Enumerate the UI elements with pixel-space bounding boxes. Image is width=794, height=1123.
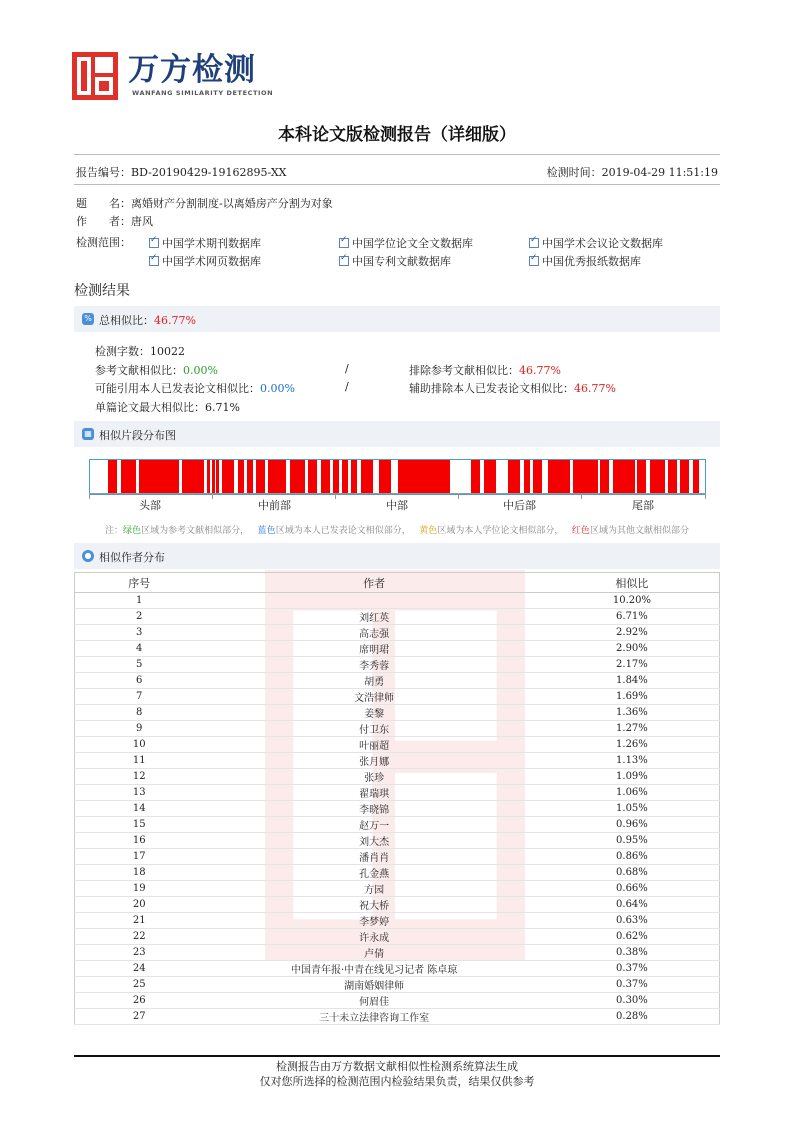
cell-index: 23 (75, 945, 204, 961)
col-header-author: 作者 (203, 573, 544, 593)
axis-label-tail: 尾部 (632, 499, 654, 512)
cell-index: 11 (75, 753, 204, 769)
similar-segment (613, 460, 635, 494)
cell-author: 孔金燕 (203, 865, 544, 881)
axis-tick (89, 493, 90, 499)
table-row (75, 817, 720, 833)
axis-tick (335, 493, 336, 499)
similar-segment (108, 460, 117, 494)
cell-author: 方园 (203, 881, 544, 897)
cell-author: 卢倩 (203, 945, 544, 961)
table-header-row (75, 573, 720, 593)
checkbox-checked-icon (529, 238, 539, 248)
cell-author: 翟瑞琪 (203, 785, 544, 801)
cell-ratio: 0.64% (545, 897, 720, 913)
results-heading: 检测结果 (74, 283, 130, 299)
cell-index: 12 (75, 769, 204, 785)
distribution-heading: 相似片段分布图 (99, 429, 176, 442)
paper-title-row (76, 195, 333, 211)
cell-author: 姜黎 (203, 705, 544, 721)
table-row (75, 625, 720, 641)
table-row (75, 945, 720, 961)
cell-ratio: 1.06% (545, 785, 720, 801)
cell-author: 张珍 (203, 769, 544, 785)
cell-ratio: 0.37% (545, 961, 720, 977)
cell-index: 22 (75, 929, 204, 945)
cell-index: 2 (75, 609, 204, 625)
col-header-ratio: 相似比 (545, 573, 720, 593)
similar-segment (471, 460, 480, 494)
cell-ratio: 0.95% (545, 833, 720, 849)
distribution-axis (89, 493, 706, 494)
similar-segment (351, 460, 357, 494)
cell-index: 24 (75, 961, 204, 977)
cell-index: 25 (75, 977, 204, 993)
similar-segment (533, 460, 542, 494)
max-single-similarity: 单篇论文最大相似比：6.71% (95, 401, 240, 414)
footer-divider (74, 1055, 720, 1057)
cell-index: 7 (75, 689, 204, 705)
cell-ratio: 1.13% (545, 753, 720, 769)
axis-tick (581, 493, 582, 499)
cell-index: 20 (75, 897, 204, 913)
cell-ratio: 0.30% (545, 993, 720, 1009)
cell-author: 李梦婷 (203, 913, 544, 929)
report-number: 报告编号：BD-20190429-19162895-XX (76, 166, 287, 179)
similar-segment (139, 460, 179, 494)
cell-ratio: 2.92% (545, 625, 720, 641)
similar-segment (238, 460, 244, 494)
similar-segment (207, 460, 210, 494)
similar-segment (650, 460, 665, 494)
ref-similarity: 参考文献相似比：0.00% (95, 364, 218, 377)
table-row (75, 673, 720, 689)
paper-title-label: 题 名： (76, 197, 131, 210)
cell-ratio: 0.96% (545, 817, 720, 833)
cell-author: 湖南婚姻律师 (203, 977, 544, 993)
cell-ratio: 2.90% (545, 641, 720, 657)
cell-index: 6 (75, 673, 204, 689)
cell-ratio: 0.37% (545, 977, 720, 993)
similar-segment (342, 460, 348, 494)
word-count: 检测字数：10022 (95, 345, 185, 358)
table-row (75, 801, 720, 817)
excl-ref-similarity: 排除参考文献相似比：46.77% (409, 364, 561, 377)
cell-index: 27 (75, 1009, 204, 1025)
table-row (75, 657, 720, 673)
similar-segment (668, 460, 677, 494)
cell-author: 高志强 (203, 625, 544, 641)
checkbox-checked-icon (529, 256, 539, 266)
table-row (75, 609, 720, 625)
separator: / (345, 380, 349, 393)
total-value: 46.77% (154, 314, 196, 327)
cell-index: 10 (75, 737, 204, 753)
cell-index: 26 (75, 993, 204, 1009)
cell-author: 李秀蓉 (203, 657, 544, 673)
scope-item: ✓ 中国学术期刊数据库 (149, 235, 261, 251)
cell-author: 中国青年报·中青在线见习记者 陈卓琼 (203, 961, 544, 977)
cell-ratio: 0.28% (545, 1009, 720, 1025)
cell-ratio: 10.20% (545, 593, 720, 609)
cell-index: 13 (75, 785, 204, 801)
brand-name-en: WANFANG SIMILARITY DETECTION (132, 89, 274, 97)
cell-author: 文浩律师 (203, 689, 544, 705)
cell-ratio: 1.36% (545, 705, 720, 721)
table-row (75, 929, 720, 945)
cell-ratio: 1.09% (545, 769, 720, 785)
paper-author: 唐风 (131, 215, 153, 228)
cell-author: 付卫东 (203, 721, 544, 737)
footer-line-1: 检测报告由万方数据文献相似性检测系统算法生成 (276, 1060, 518, 1073)
paper-title: 离婚财产分割制度-以离婚房产分割为对象 (131, 197, 333, 210)
scope-item: ✓ 中国学位论文全文数据库 (339, 235, 473, 251)
cell-author: 李晓锦 (203, 801, 544, 817)
scope-label: 检测范围： (76, 236, 131, 249)
checkbox-checked-icon (339, 238, 349, 248)
total-label: 总相似比： (99, 314, 154, 327)
excl-self-similarity: 辅助排除本人已发表论文相似比：46.77% (409, 382, 616, 395)
table-row (75, 753, 720, 769)
cell-author: 刘红英 (203, 609, 544, 625)
self-similarity: 可能引用本人已发表论文相似比：0.00% (95, 382, 295, 395)
cell-index: 17 (75, 849, 204, 865)
similar-segment (222, 460, 234, 494)
table-row (75, 993, 720, 1009)
similar-segment (379, 460, 391, 494)
divider (74, 154, 720, 155)
user-icon: ● (82, 550, 94, 562)
cell-ratio: 6.71% (545, 609, 720, 625)
cell-author (203, 593, 544, 609)
cell-ratio: 2.17% (545, 657, 720, 673)
cell-ratio: 0.68% (545, 865, 720, 881)
table-row (75, 897, 720, 913)
report-meta (76, 164, 718, 180)
separator: / (345, 362, 349, 375)
paper-author-row (76, 213, 153, 229)
table-row (75, 865, 720, 881)
cell-author: 叶丽超 (203, 737, 544, 753)
similar-segment (216, 460, 219, 494)
table-row (75, 785, 720, 801)
checkbox-checked-icon (149, 238, 159, 248)
axis-label-front-middle: 中前部 (258, 499, 291, 512)
scope-item: ✓ 中国学术会议论文数据库 (529, 235, 663, 251)
cell-author: 张月娜 (203, 753, 544, 769)
axis-label-head: 头部 (139, 499, 161, 512)
scope-item: ✓ 中国优秀报纸数据库 (529, 253, 641, 269)
axis-tick (212, 493, 213, 499)
similar-segment (333, 460, 339, 494)
similar-segment (398, 460, 441, 494)
cell-ratio: 0.86% (545, 849, 720, 865)
percent-icon: % (82, 313, 94, 325)
axis-tick (705, 493, 706, 499)
cell-ratio: 0.62% (545, 929, 720, 945)
cell-index: 19 (75, 881, 204, 897)
footer-line-2: 仅对您所选择的检测范围内检验结果负责，结果仅供参考 (259, 1075, 535, 1088)
table-row (75, 913, 720, 929)
cell-index: 18 (75, 865, 204, 881)
similar-segment (308, 460, 317, 494)
cell-ratio: 0.38% (545, 945, 720, 961)
similar-segment (256, 460, 265, 494)
cell-index: 15 (75, 817, 204, 833)
table-row (75, 641, 720, 657)
cell-ratio: 1.27% (545, 721, 720, 737)
paper-author-label: 作 者： (76, 215, 131, 228)
table-row (75, 961, 720, 977)
table-row (75, 977, 720, 993)
similar-segment (484, 460, 496, 494)
cell-index: 21 (75, 913, 204, 929)
authors-table (74, 572, 720, 1025)
axis-label-middle: 中部 (386, 499, 408, 512)
cell-ratio: 0.66% (545, 881, 720, 897)
cell-author: 潘肖肖 (203, 849, 544, 865)
similar-segment (247, 460, 253, 494)
table-row (75, 769, 720, 785)
table-row (75, 849, 720, 865)
table-row (75, 833, 720, 849)
cell-ratio: 1.84% (545, 673, 720, 689)
distribution-note: 注：绿色区域为参考文献相似部分， 蓝色区域为本人已发表论文相似部分， 黄色区域为本人学位论文相似部分， 红色区域为其他文献相似部分 (105, 526, 689, 536)
distribution-bar (74, 421, 720, 447)
checkbox-checked-icon (339, 256, 349, 266)
cell-index: 14 (75, 801, 204, 817)
table-row (75, 737, 720, 753)
similar-segment (321, 460, 330, 494)
authors-heading: 相似作者分布 (99, 551, 165, 564)
similar-segment (361, 460, 373, 494)
similar-segment (441, 460, 450, 494)
similar-segment (637, 460, 646, 494)
cell-ratio: 1.69% (545, 689, 720, 705)
similar-segment (212, 460, 215, 494)
cell-author: 祝大桥 (203, 897, 544, 913)
similarity-distribution-chart (89, 459, 706, 495)
brand-name: 万方检测 (128, 52, 256, 88)
scope-item: ✓ 中国专利文献数据库 (339, 253, 451, 269)
cell-author: 刘大杰 (203, 833, 544, 849)
cell-author: 胡勇 (203, 673, 544, 689)
table-row (75, 593, 720, 609)
cell-author: 何眉佳 (203, 993, 544, 1009)
col-header-index: 序号 (75, 573, 204, 593)
cell-index: 16 (75, 833, 204, 849)
cell-author: 许永成 (203, 929, 544, 945)
cell-index: 4 (75, 641, 204, 657)
similar-segment (680, 460, 689, 494)
cell-index: 5 (75, 657, 204, 673)
axis-label-back-middle: 中后部 (503, 499, 536, 512)
similar-segment (268, 460, 286, 494)
similar-segment (548, 460, 570, 494)
table-row (75, 689, 720, 705)
similar-segment (600, 460, 609, 494)
authors-bar (74, 543, 720, 569)
table-row (75, 705, 720, 721)
similar-segment (182, 460, 204, 494)
table-row (75, 1009, 720, 1025)
cell-author: 赵万一 (203, 817, 544, 833)
similar-segment (121, 460, 136, 494)
cell-index: 3 (75, 625, 204, 641)
cell-ratio: 0.63% (545, 913, 720, 929)
checkbox-checked-icon (149, 256, 159, 266)
axis-tick (458, 493, 459, 499)
cell-ratio: 1.05% (545, 801, 720, 817)
similar-segment (524, 460, 530, 494)
cell-author: 席明珺 (203, 641, 544, 657)
table-row (75, 881, 720, 897)
report-title: 本科论文版检测报告（详细版） (278, 125, 516, 145)
divider (74, 184, 720, 185)
wanfang-logo-icon (72, 52, 118, 100)
similar-segment (290, 460, 305, 494)
cell-index: 8 (75, 705, 204, 721)
cell-index: 9 (75, 721, 204, 737)
similar-segment (693, 460, 699, 494)
similar-segment (573, 460, 598, 494)
grid-icon: ▦ (82, 428, 94, 440)
table-row (75, 721, 720, 737)
similar-segment (508, 460, 520, 494)
total-similarity-bar (74, 306, 720, 332)
cell-index: 1 (75, 593, 204, 609)
check-time: 检测时间：2019-04-29 11:51:19 (546, 166, 718, 179)
scope-item: ✓中国学术网页数据库 (149, 253, 261, 269)
cell-author: 三十未立法律咨询工作室 (203, 1009, 544, 1025)
cell-ratio: 1.26% (545, 737, 720, 753)
